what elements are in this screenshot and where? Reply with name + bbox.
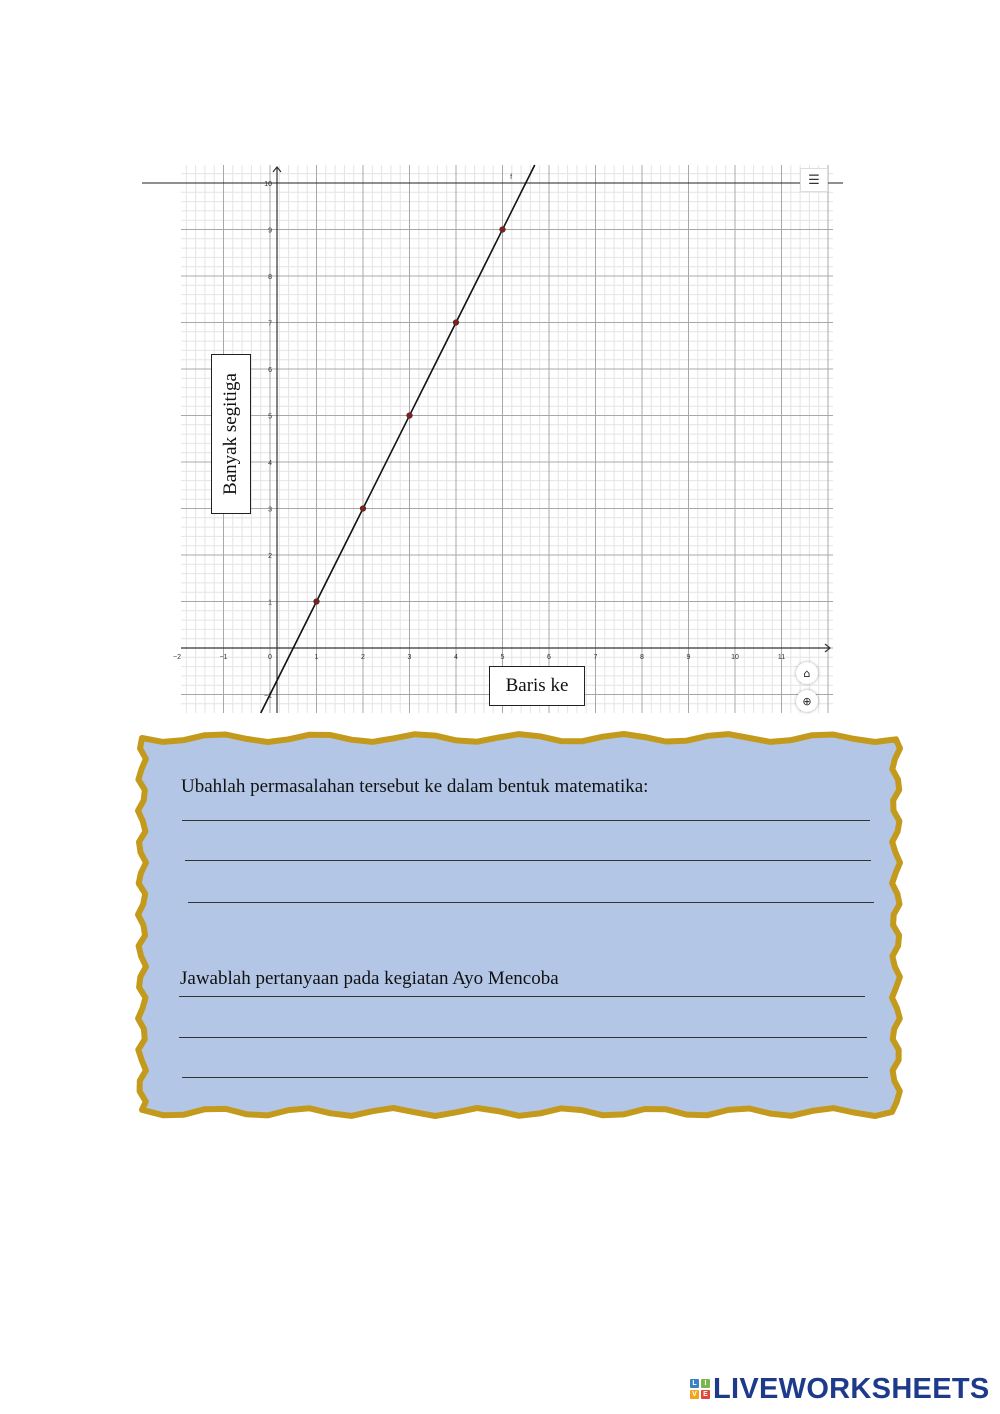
- x-tick-label: 7: [593, 654, 598, 661]
- x-tick-label: 8: [640, 654, 644, 661]
- answer-line[interactable]: [188, 902, 874, 903]
- question-1: Ubahlah permasalahan tersebut ke dalam bentuk matematika:: [181, 776, 649, 797]
- x-tick-label: −2: [173, 654, 181, 661]
- x-tick-label: 1: [314, 654, 319, 661]
- x-tick-label: 10: [731, 654, 739, 661]
- algebra-menu-icon: ☰: [808, 172, 820, 188]
- y-tick-label: 7: [268, 320, 272, 328]
- home-icon: ⌂: [803, 666, 811, 680]
- y-tick-label: 2: [268, 553, 272, 560]
- x-tick-label: 5: [500, 654, 505, 661]
- x-tick-label: 3: [407, 654, 412, 661]
- y-tick-label: 1: [268, 599, 272, 607]
- x-tick-label: 6: [547, 654, 551, 661]
- answer-line[interactable]: [179, 996, 865, 997]
- liveworksheets-logo: [690, 1374, 990, 1404]
- x-tick-label: 2: [361, 654, 365, 661]
- answer-line[interactable]: [179, 1037, 867, 1038]
- y-tick-label: 3: [268, 506, 272, 514]
- x-tick-label: 4: [454, 654, 458, 661]
- line-f-label: f: [510, 174, 513, 181]
- y-tick-label: 4: [268, 460, 272, 467]
- x-tick-label: 11: [777, 654, 786, 661]
- y-tick-label: 5: [268, 413, 272, 421]
- y-tick-label: 10: [264, 181, 272, 188]
- y-tick-label: 8: [268, 274, 272, 281]
- question-2: Jawablah pertanyaan pada kegiatan Ayo Mencoba: [180, 968, 559, 989]
- logo-text: LIVEWORKSHEETS: [713, 1372, 990, 1405]
- logo-mark: L I V E: [690, 1379, 710, 1399]
- answer-line[interactable]: [185, 860, 871, 861]
- x-tick-label: 9: [686, 654, 691, 661]
- answer-line[interactable]: [182, 820, 870, 821]
- y-tick-label: 6: [268, 367, 272, 374]
- y-axis-label-text: Banyak segitiga: [220, 373, 242, 495]
- x-tick-label: 0: [268, 654, 272, 661]
- y-tick-label: 9: [268, 227, 272, 235]
- x-tick-label: −1: [219, 654, 228, 661]
- answer-line[interactable]: [182, 1077, 868, 1078]
- y-tick-label: −1: [264, 692, 272, 700]
- x-axis-label: Baris ke: [489, 666, 585, 706]
- zoom-icon: ⊕: [802, 694, 812, 708]
